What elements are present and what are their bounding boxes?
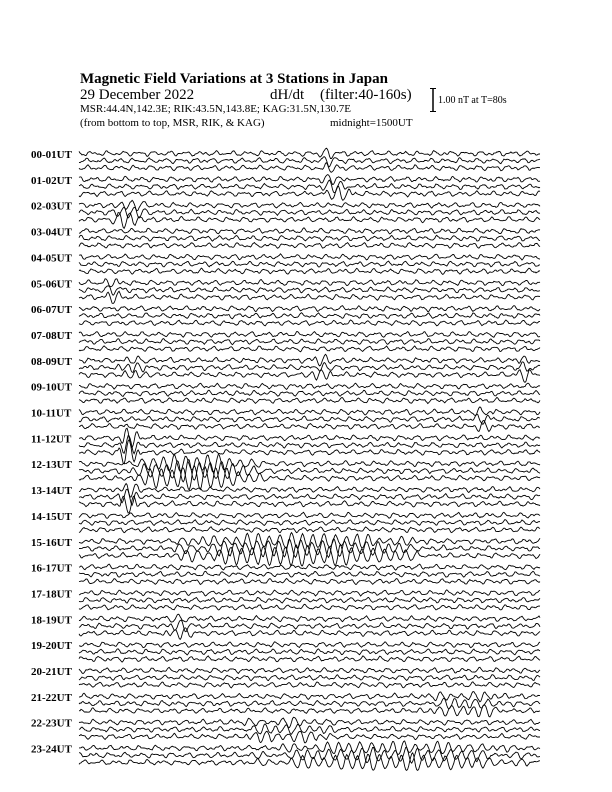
- hour-label: 02-03UT: [31, 200, 72, 213]
- trace-kag-hour-9: [79, 383, 540, 389]
- trace-rik-hour-0: [79, 157, 540, 167]
- trace-msr-hour-9: [79, 397, 540, 403]
- hour-label: 04-05UT: [31, 252, 72, 265]
- trace-msr-hour-5: [79, 291, 540, 303]
- hour-label: 14-15UT: [31, 510, 72, 523]
- trace-kag-hour-23: [79, 741, 540, 754]
- scale-label: 1.00 nT at T=80s: [438, 95, 507, 106]
- hour-label: 22-23UT: [31, 717, 72, 730]
- trace-msr-hour-23: [79, 753, 540, 771]
- hour-label: 13-14UT: [31, 485, 72, 498]
- trace-rik-hour-10: [79, 414, 540, 424]
- hour-label: 06-07UT: [31, 304, 72, 317]
- trace-kag-hour-21: [79, 692, 540, 702]
- trace-rik-hour-17: [79, 597, 540, 603]
- trace-kag-hour-14: [79, 512, 540, 518]
- station-order-note: (from bottom to top, MSR, RIK, & KAG): [80, 117, 265, 129]
- trace-msr-hour-7: [79, 346, 540, 352]
- trace-kag-hour-17: [79, 590, 540, 596]
- trace-kag-hour-5: [79, 279, 540, 287]
- hour-label: 09-10UT: [31, 381, 72, 394]
- hour-label: 15-16UT: [31, 536, 72, 549]
- hour-label: 03-04UT: [31, 226, 72, 239]
- trace-kag-hour-20: [79, 667, 540, 673]
- hour-label: 17-18UT: [31, 588, 72, 601]
- trace-msr-hour-6: [79, 320, 540, 326]
- trace-kag-hour-7: [79, 332, 540, 338]
- hour-label: 05-06UT: [31, 278, 72, 291]
- hour-label: 16-17UT: [31, 562, 72, 575]
- trace-rik-hour-20: [79, 675, 540, 681]
- hour-label: 21-22UT: [31, 691, 72, 704]
- trace-kag-hour-0: [79, 148, 540, 158]
- trace-msr-hour-2: [79, 213, 540, 229]
- trace-rik-hour-22: [79, 724, 540, 734]
- hour-label: 19-20UT: [31, 640, 72, 653]
- trace-kag-hour-19: [79, 642, 540, 648]
- hour-label: 18-19UT: [31, 614, 72, 627]
- trace-msr-hour-19: [79, 656, 540, 662]
- hour-label: 20-21UT: [31, 666, 72, 678]
- trace-kag-hour-12: [79, 454, 540, 472]
- hour-label: 01-02UT: [31, 174, 72, 187]
- trace-rik-hour-21: [79, 698, 540, 709]
- trace-kag-hour-3: [79, 228, 540, 234]
- trace-msr-hour-3: [79, 243, 540, 249]
- trace-kag-hour-8: [79, 354, 540, 366]
- hour-label: 10-11UT: [31, 407, 72, 420]
- trace-msr-hour-10: [79, 420, 540, 431]
- trace-rik-hour-4: [79, 261, 540, 267]
- hour-label: 11-12UT: [31, 433, 72, 446]
- trace-msr-hour-8: [79, 370, 540, 383]
- trace-rik-hour-15: [79, 539, 540, 558]
- trace-rik-hour-2: [79, 207, 540, 218]
- trace-kag-hour-6: [79, 306, 540, 312]
- trace-kag-hour-18: [79, 614, 540, 622]
- component-label: dH/dt: [270, 87, 305, 103]
- trace-kag-hour-10: [79, 407, 540, 416]
- hour-label: 23-24UT: [31, 743, 72, 756]
- trace-rik-hour-6: [79, 313, 540, 319]
- trace-kag-hour-13: [79, 484, 540, 498]
- trace-rik-hour-3: [79, 235, 540, 241]
- hour-label: 12-13UT: [31, 459, 72, 472]
- trace-msr-hour-0: [79, 163, 540, 173]
- trace-rik-hour-19: [79, 649, 540, 655]
- trace-msr-hour-13: [79, 496, 540, 513]
- station-coordinates: MSR:44.4N,142.3E; RIK:43.5N,143.8E; KAG:31.5N,130.7E: [80, 103, 352, 115]
- trace-msr-hour-14: [79, 527, 540, 533]
- trace-msr-hour-20: [79, 682, 540, 688]
- trace-kag-hour-2: [79, 200, 540, 210]
- filter-label: (filter:40-160s): [320, 87, 412, 103]
- trace-rik-hour-8: [79, 362, 540, 372]
- trace-kag-hour-4: [79, 254, 540, 260]
- trace-kag-hour-15: [79, 533, 540, 549]
- chart-date: 29 December 2022: [80, 87, 195, 103]
- trace-msr-hour-18: [79, 628, 540, 640]
- trace-kag-hour-1: [79, 175, 540, 185]
- trace-msr-hour-16: [79, 579, 540, 585]
- hour-label: 07-08UT: [31, 329, 72, 342]
- trace-rik-hour-9: [79, 390, 540, 396]
- chart-title: Magnetic Field Variations at 3 Stations in Japan: [80, 71, 388, 87]
- trace-kag-hour-16: [79, 564, 540, 570]
- midnight-note: midnight=1500UT: [330, 117, 413, 129]
- trace-msr-hour-22: [79, 731, 540, 743]
- trace-msr-hour-17: [79, 604, 540, 610]
- trace-rik-hour-18: [79, 620, 540, 632]
- hour-label: 08-09UT: [31, 355, 72, 368]
- trace-rik-hour-7: [79, 339, 540, 345]
- hour-label: 00-01UT: [31, 149, 72, 161]
- trace-rik-hour-5: [79, 286, 540, 295]
- trace-rik-hour-16: [79, 571, 540, 577]
- trace-rik-hour-14: [79, 520, 540, 526]
- trace-msr-hour-4: [79, 268, 540, 274]
